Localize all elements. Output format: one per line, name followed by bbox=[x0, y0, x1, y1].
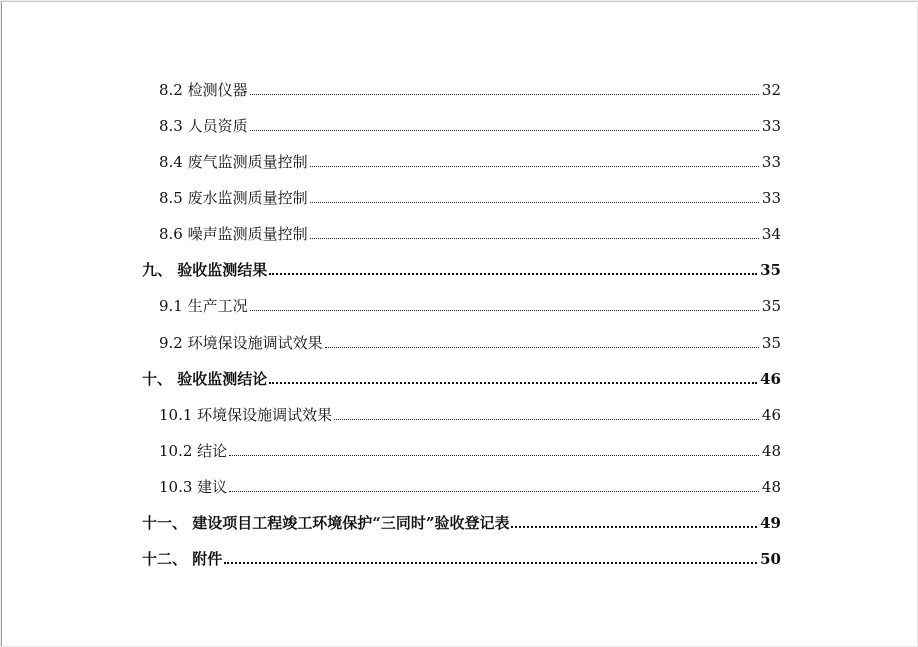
toc-entry-page: 33 bbox=[761, 189, 781, 207]
toc-entry-label: 10.1 环境保设施调试效果 bbox=[159, 406, 333, 424]
toc-entry-page: 33 bbox=[761, 153, 781, 171]
table-of-contents bbox=[2, 2, 918, 647]
toc-entry-page: 35 bbox=[761, 297, 781, 315]
dot-leader bbox=[310, 238, 759, 239]
toc-entry[interactable] bbox=[159, 222, 781, 244]
dot-leader bbox=[269, 273, 757, 275]
toc-entry[interactable] bbox=[159, 78, 781, 100]
toc-entry-label: 九、 验收监测结果 bbox=[142, 261, 268, 279]
toc-entry[interactable] bbox=[159, 114, 781, 136]
document-page bbox=[1, 1, 917, 646]
dot-leader bbox=[310, 202, 759, 203]
dot-leader bbox=[325, 347, 759, 348]
toc-entry-label: 十、 验收监测结论 bbox=[142, 370, 268, 388]
dot-leader bbox=[269, 382, 757, 384]
toc-entry[interactable] bbox=[159, 294, 781, 316]
toc-entry-page: 46 bbox=[760, 370, 781, 388]
dot-leader bbox=[250, 130, 759, 131]
toc-entry-page: 50 bbox=[760, 550, 781, 568]
toc-entry-label: 十一、 建设项目工程竣工环境保护“三同时”验收登记表 bbox=[142, 514, 510, 532]
toc-entry-label: 10.2 结论 bbox=[159, 442, 228, 460]
toc-entry-label: 8.5 废水监测质量控制 bbox=[159, 189, 308, 207]
toc-entry-page: 48 bbox=[761, 478, 781, 496]
toc-entry[interactable] bbox=[159, 439, 781, 461]
toc-chapter-entry[interactable] bbox=[142, 367, 781, 389]
dot-leader bbox=[229, 455, 759, 456]
toc-entry-page: 34 bbox=[761, 225, 781, 243]
toc-entry-label: 十二、 附件 bbox=[142, 550, 223, 568]
toc-entry-page: 46 bbox=[761, 406, 781, 424]
toc-entry-page: 33 bbox=[761, 117, 781, 135]
dot-leader bbox=[334, 419, 759, 420]
toc-entry-page: 48 bbox=[761, 442, 781, 460]
dot-leader bbox=[250, 94, 759, 95]
toc-entry-label: 10.3 建议 bbox=[159, 478, 228, 496]
toc-entry-page: 35 bbox=[760, 261, 781, 279]
toc-chapter-entry[interactable] bbox=[142, 547, 781, 569]
toc-entry-label: 8.2 检测仪器 bbox=[159, 81, 248, 99]
toc-entry[interactable] bbox=[159, 186, 781, 208]
toc-entry-label: 8.4 废气监测质量控制 bbox=[159, 153, 308, 171]
toc-chapter-entry[interactable] bbox=[142, 511, 781, 533]
toc-entry-label: 8.6 噪声监测质量控制 bbox=[159, 225, 308, 243]
toc-entry[interactable] bbox=[159, 331, 781, 353]
dot-leader bbox=[511, 526, 757, 528]
toc-entry-label: 9.1 生产工况 bbox=[159, 297, 248, 315]
toc-entry-page: 35 bbox=[761, 334, 781, 352]
dot-leader bbox=[229, 491, 759, 492]
toc-entry-label: 9.2 环境保设施调试效果 bbox=[159, 334, 323, 352]
toc-entry[interactable] bbox=[159, 475, 781, 497]
dot-leader bbox=[310, 166, 759, 167]
toc-entry[interactable] bbox=[159, 150, 781, 172]
dot-leader bbox=[224, 562, 757, 564]
toc-entry-page: 49 bbox=[760, 514, 781, 532]
toc-entry-label: 8.3 人员资质 bbox=[159, 117, 248, 135]
toc-chapter-entry[interactable] bbox=[142, 258, 781, 280]
toc-entry[interactable] bbox=[159, 403, 781, 425]
dot-leader bbox=[250, 310, 759, 311]
toc-entry-page: 32 bbox=[761, 81, 781, 99]
